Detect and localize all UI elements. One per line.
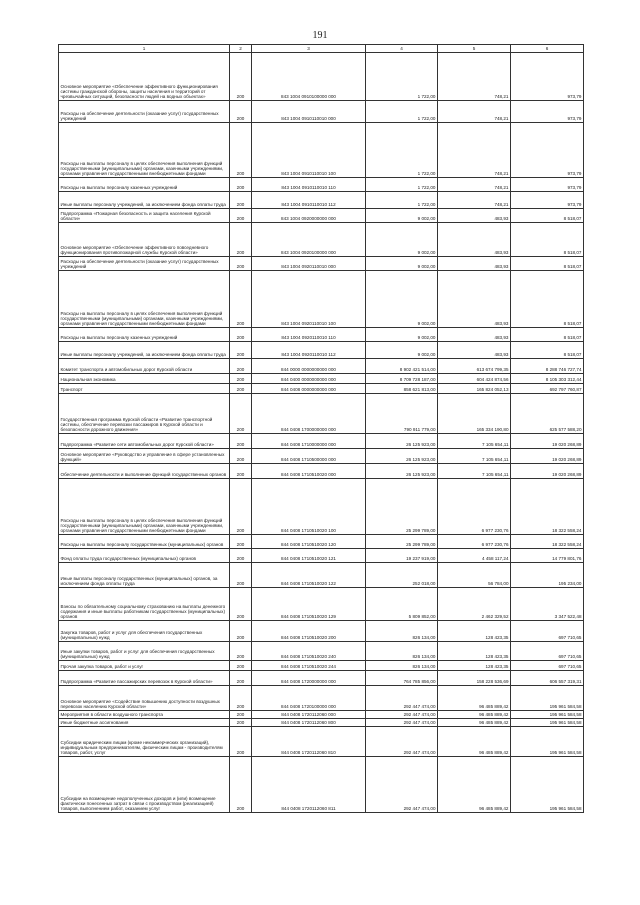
row-code-type: 200 [230, 719, 252, 727]
row-name: Расходы на выплаты персоналу государственных (муниципальных) органов [59, 535, 230, 549]
row-value-col5: 96 485 889,42 [438, 711, 511, 719]
row-value-col4: 9 002,00 [366, 328, 438, 342]
row-value-col5: 6 977 230,76 [438, 535, 511, 549]
row-value-col6: 606 557 319,31 [511, 671, 584, 686]
row-code-type: 200 [230, 178, 252, 192]
table-body [59, 53, 584, 813]
row-value-col6: 18 322 558,24 [511, 479, 584, 535]
table-row [59, 719, 584, 727]
table-row [59, 621, 584, 642]
row-value-col6: 8 518,07 [511, 342, 584, 359]
row-value-col4: 1 722,00 [366, 178, 438, 192]
row-value-col5: 56 784,00 [438, 563, 511, 588]
row-name: Расходы на выплаты персоналу в целях обеспечения выполнения функций государственными (муниципальными) органами, казенными учреждениями, органами управления государственными внебюджетными фондами [59, 271, 230, 328]
row-value-col6: 8 518,07 [511, 271, 584, 328]
row-value-col6: 697 710,65 [511, 661, 584, 671]
row-value-col6: 19 020 268,89 [511, 449, 584, 464]
table-row [59, 53, 584, 101]
row-code-type: 200 [230, 621, 252, 642]
row-code-type: 200 [230, 671, 252, 686]
row-value-col5: 7 105 654,11 [438, 464, 511, 479]
row-code-type: 200 [230, 563, 252, 588]
budget-table [58, 44, 584, 813]
row-budget-code: 843 1004 0910110010 100 [252, 123, 366, 178]
row-value-col6: 18 322 558,24 [511, 535, 584, 549]
row-value-col4: 5 809 852,00 [366, 588, 438, 621]
row-value-col6: 3 347 522,48 [511, 588, 584, 621]
row-value-col4: 292 447 474,00 [366, 757, 438, 813]
header-col-5: 5 [438, 45, 511, 53]
row-code-type: 200 [230, 449, 252, 464]
row-name: Расходы на обеспечение деятельности (оказание услуг) государственных учреждений [59, 257, 230, 271]
row-budget-code: 844 0000 0000000000 000 [252, 359, 366, 374]
row-value-col5: 4 458 117,24 [438, 549, 511, 563]
row-code-type: 200 [230, 192, 252, 209]
row-name: Расходы на выплаты персоналу казенных учреждений [59, 328, 230, 342]
row-name: Иные выплаты персоналу учреждений, за исключением фонда оплаты труда [59, 192, 230, 209]
row-value-col5: 6 977 230,76 [438, 479, 511, 535]
row-value-col5: 7 105 654,11 [438, 434, 511, 449]
row-value-col4: 764 785 856,00 [366, 671, 438, 686]
table-row [59, 588, 584, 621]
row-code-type: 200 [230, 374, 252, 384]
row-value-col4: 9 002,00 [366, 209, 438, 223]
row-value-col6: 8 518,07 [511, 257, 584, 271]
row-budget-code: 843 1004 0920000000 000 [252, 209, 366, 223]
row-name: Мероприятия в области воздушного транспорта [59, 711, 230, 719]
row-code-type: 200 [230, 394, 252, 434]
table-row [59, 394, 584, 434]
row-value-col6: 19 020 268,89 [511, 434, 584, 449]
row-code-type: 200 [230, 101, 252, 123]
row-value-col4: 292 447 474,00 [366, 686, 438, 711]
table-row [59, 209, 584, 223]
row-value-col6: 973,79 [511, 101, 584, 123]
row-code-type: 200 [230, 757, 252, 813]
row-code-type: 200 [230, 342, 252, 359]
row-budget-code: 844 0408 1710510020 100 [252, 479, 366, 535]
row-name: Основное мероприятие «Руководство и управление в сфере установленных функций» [59, 449, 230, 464]
row-budget-code: 844 0408 1710510020 244 [252, 661, 366, 671]
row-budget-code: 843 1004 0920100000 000 [252, 223, 366, 257]
table-row [59, 257, 584, 271]
row-value-col5: 96 485 889,42 [438, 757, 511, 813]
row-value-col6: 8 518,07 [511, 209, 584, 223]
row-code-type: 200 [230, 479, 252, 535]
row-value-col5: 748,21 [438, 101, 511, 123]
row-budget-code: 844 0408 1710510020 120 [252, 535, 366, 549]
row-code-type: 200 [230, 711, 252, 719]
row-name: Фонд оплаты труда государственных (муниципальных) органов [59, 549, 230, 563]
table-row [59, 711, 584, 719]
row-code-type: 200 [230, 588, 252, 621]
row-value-col4: 292 447 474,00 [366, 727, 438, 757]
row-value-col4: 292 447 474,00 [366, 711, 438, 719]
row-name: Подпрограмма «Развитие сети автомобильных дорог Курской области» [59, 434, 230, 449]
row-value-col5: 128 423,35 [438, 621, 511, 642]
row-budget-code: 844 0408 1720112060 000 [252, 711, 366, 719]
table-row [59, 374, 584, 384]
row-value-col5: 613 674 799,35 [438, 359, 511, 374]
header-col-1: 1 [59, 45, 230, 53]
row-value-col6: 697 710,65 [511, 642, 584, 661]
row-value-col5: 748,21 [438, 53, 511, 101]
row-name: Основное мероприятие «Содействие повышению доступности воздушных перевозок населению Курской области» [59, 686, 230, 711]
row-budget-code: 844 0408 1720112060 811 [252, 757, 366, 813]
row-value-col4: 1 722,00 [366, 123, 438, 178]
table-row [59, 661, 584, 671]
row-value-col6: 195 961 584,58 [511, 757, 584, 813]
row-value-col6: 195 961 584,58 [511, 727, 584, 757]
page-number: 191 [312, 30, 328, 41]
table-row [59, 434, 584, 449]
row-budget-code: 844 0408 1720112060 800 [252, 719, 366, 727]
row-code-type: 200 [230, 223, 252, 257]
row-value-col5: 483,93 [438, 209, 511, 223]
row-value-col4: 858 621 813,00 [366, 384, 438, 394]
row-code-type: 200 [230, 359, 252, 374]
table-row [59, 449, 584, 464]
table-row [59, 328, 584, 342]
row-value-col5: 158 228 536,69 [438, 671, 511, 686]
row-value-col5: 483,93 [438, 223, 511, 257]
table-row [59, 384, 584, 394]
row-value-col5: 483,93 [438, 328, 511, 342]
row-name: Иные выплаты персоналу государственных (муниципальных) органов, за исключением фонда оплаты труда [59, 563, 230, 588]
row-code-type: 200 [230, 535, 252, 549]
row-code-type: 200 [230, 727, 252, 757]
row-name: Иные бюджетные ассигнования [59, 719, 230, 727]
row-name: Комитет транспорта и автомобильных дорог Курской области [59, 359, 230, 374]
header-col-6: 6 [511, 45, 584, 53]
row-budget-code: 844 0408 1720000000 000 [252, 671, 366, 686]
row-value-col5: 483,93 [438, 342, 511, 359]
row-code-type: 200 [230, 549, 252, 563]
header-col-3: 3 [252, 45, 366, 53]
row-name: Расходы на выплаты персоналу в целях обеспечения выполнения функций государственными (муниципальными) органами, казенными учреждениями, органами управления государственными внебюджетными фондами [59, 123, 230, 178]
row-value-col4: 26 125 923,00 [366, 449, 438, 464]
table-row [59, 757, 584, 813]
row-value-col4: 790 911 779,00 [366, 394, 438, 434]
row-value-col5: 96 485 889,42 [438, 719, 511, 727]
row-value-col4: 8 709 728 187,00 [366, 374, 438, 384]
row-budget-code: 843 1004 0910100000 000 [252, 53, 366, 101]
row-name: Государственная программа Курской области «Развитие транспортной системы, обеспечение перевозки пассажиров в Курской области и безопасности дорожного движения» [59, 394, 230, 434]
table-row [59, 178, 584, 192]
row-name: Национальная экономика [59, 374, 230, 384]
row-budget-code: 843 1004 0910110010 000 [252, 101, 366, 123]
row-budget-code: 844 0408 1710510020 122 [252, 563, 366, 588]
row-value-col4: 826 134,00 [366, 642, 438, 661]
row-value-col4: 9 002,00 [366, 271, 438, 328]
row-code-type: 200 [230, 661, 252, 671]
row-code-type: 200 [230, 271, 252, 328]
row-value-col6: 973,79 [511, 178, 584, 192]
row-name: Транспорт [59, 384, 230, 394]
row-code-type: 200 [230, 642, 252, 661]
row-value-col4: 9 002,00 [366, 257, 438, 271]
row-budget-code: 844 0408 1720112060 810 [252, 727, 366, 757]
row-name: Закупка товаров, работ и услуг для обеспечения государственных (муниципальных) нужд [59, 621, 230, 642]
row-name: Иные выплаты персоналу учреждений, за исключением фонда оплаты труда [59, 342, 230, 359]
row-code-type: 200 [230, 257, 252, 271]
row-value-col6: 8 518,07 [511, 328, 584, 342]
row-code-type: 200 [230, 123, 252, 178]
header-col-4: 4 [366, 45, 438, 53]
row-code-type: 200 [230, 53, 252, 101]
row-budget-code: 844 0408 1710000000 000 [252, 434, 366, 449]
row-value-col4: 1 722,00 [366, 53, 438, 101]
row-name: Подпрограмма «Развитие пассажирских перевозок в Курской области» [59, 671, 230, 686]
row-code-type: 200 [230, 434, 252, 449]
row-value-col5: 128 423,35 [438, 642, 511, 661]
row-value-col5: 748,21 [438, 178, 511, 192]
table-row [59, 686, 584, 711]
row-value-col4: 826 134,00 [366, 661, 438, 671]
row-value-col4: 9 002,00 [366, 223, 438, 257]
row-budget-code: 844 0408 0000000000 000 [252, 384, 366, 394]
table-row [59, 464, 584, 479]
row-budget-code: 844 0408 1710500000 000 [252, 449, 366, 464]
row-budget-code: 843 1004 0920110010 110 [252, 328, 366, 342]
row-budget-code: 844 0408 1700000000 000 [252, 394, 366, 434]
row-budget-code: 844 0408 1710510020 000 [252, 464, 366, 479]
row-value-col6: 195 961 584,58 [511, 686, 584, 711]
row-value-col4: 1 722,00 [366, 192, 438, 209]
row-budget-code: 844 0408 1710510020 240 [252, 642, 366, 661]
table-row [59, 123, 584, 178]
row-value-col5: 165 824 052,13 [438, 384, 511, 394]
row-name: Взносы по обязательному социальному страхованию на выплаты денежного содержания и иные выплаты работникам государственных (муниципальных) органов [59, 588, 230, 621]
row-value-col4: 9 002,00 [366, 342, 438, 359]
row-value-col5: 483,93 [438, 257, 511, 271]
row-budget-code: 844 0408 1720100000 000 [252, 686, 366, 711]
table-row [59, 535, 584, 549]
row-value-col6: 195 961 584,58 [511, 719, 584, 727]
row-name: Расходы на выплаты персоналу казенных учреждений [59, 178, 230, 192]
row-value-col5: 748,21 [438, 192, 511, 209]
row-value-col6: 697 710,65 [511, 621, 584, 642]
row-value-col6: 692 797 760,87 [511, 384, 584, 394]
row-value-col4: 19 237 919,00 [366, 549, 438, 563]
row-name: Расходы на обеспечение деятельности (оказание услуг) государственных учреждений [59, 101, 230, 123]
row-value-col5: 96 485 889,42 [438, 686, 511, 711]
row-value-col6: 14 779 801,76 [511, 549, 584, 563]
row-budget-code: 843 1004 0920110010 100 [252, 271, 366, 328]
table-row [59, 549, 584, 563]
row-budget-code: 843 1004 0910110010 112 [252, 192, 366, 209]
row-budget-code: 843 1004 0920110010 112 [252, 342, 366, 359]
table-row [59, 192, 584, 209]
row-name: Основное мероприятие «Обеспечение эффективного повседневного функционирования противопожарной службы Курской области» [59, 223, 230, 257]
header-col-2: 2 [230, 45, 252, 53]
row-value-col6: 195 234,00 [511, 563, 584, 588]
row-value-col6: 973,79 [511, 123, 584, 178]
row-value-col4: 8 902 421 514,00 [366, 359, 438, 374]
row-value-col5: 2 462 329,52 [438, 588, 511, 621]
row-budget-code: 843 1004 0920110010 000 [252, 257, 366, 271]
row-budget-code: 843 1004 0910110010 110 [252, 178, 366, 192]
table-row [59, 359, 584, 374]
header-row [59, 45, 584, 53]
row-name: Основное мероприятие «Обеспечение эффективного функционирования системы гражданской обороны, защиты населения и территорий от чрезвычайных ситуаций, безопасности людей на водных объектах» [59, 53, 230, 101]
row-value-col5: 96 485 889,42 [438, 727, 511, 757]
row-value-col4: 26 125 923,00 [366, 434, 438, 449]
row-value-col5: 483,93 [438, 271, 511, 328]
table-row [59, 342, 584, 359]
row-code-type: 200 [230, 328, 252, 342]
row-value-col6: 973,79 [511, 53, 584, 101]
row-value-col5: 7 105 654,11 [438, 449, 511, 464]
row-budget-code: 844 0400 0000000000 000 [252, 374, 366, 384]
table-row [59, 642, 584, 661]
row-value-col4: 292 447 474,00 [366, 719, 438, 727]
row-value-col4: 26 125 923,00 [366, 464, 438, 479]
row-name: Субсидии на возмещение недополученных доходов и (или) возмещение фактически понесенных затрат в связи с производством (реализацией) товаров, выполнением работ, оказанием услуг [59, 757, 230, 813]
row-value-col5: 604 424 874,56 [438, 374, 511, 384]
row-name: Обеспечение деятельности и выполнение функций государственных органов [59, 464, 230, 479]
row-code-type: 200 [230, 464, 252, 479]
row-code-type: 200 [230, 209, 252, 223]
table-row [59, 671, 584, 686]
row-budget-code: 844 0408 1710510020 121 [252, 549, 366, 563]
row-code-type: 200 [230, 384, 252, 394]
row-budget-code: 844 0408 1710510020 129 [252, 588, 366, 621]
row-value-col4: 826 134,00 [366, 621, 438, 642]
table-row [59, 271, 584, 328]
row-value-col5: 165 334 190,80 [438, 394, 511, 434]
row-value-col4: 252 018,00 [366, 563, 438, 588]
row-value-col5: 748,21 [438, 123, 511, 178]
row-value-col6: 8 105 303 312,44 [511, 374, 584, 384]
row-value-col4: 25 299 789,00 [366, 479, 438, 535]
table-row [59, 563, 584, 588]
row-value-col6: 8 288 746 727,74 [511, 359, 584, 374]
row-budget-code: 844 0408 1710510020 200 [252, 621, 366, 642]
row-value-col5: 128 423,35 [438, 661, 511, 671]
row-value-col4: 1 722,00 [366, 101, 438, 123]
table-row [59, 101, 584, 123]
row-name: Расходы на выплаты персоналу в целях обеспечения выполнения функций государственными (муниципальными) органами, казенными учреждениями, органами управления государственными внебюджетными фондами [59, 479, 230, 535]
row-name: Иные закупки товаров, работ и услуг для обеспечения государственных (муниципальных) нужд [59, 642, 230, 661]
table-row [59, 223, 584, 257]
table-row [59, 479, 584, 535]
row-value-col4: 25 299 789,00 [366, 535, 438, 549]
row-value-col6: 8 518,07 [511, 223, 584, 257]
row-value-col6: 195 961 584,58 [511, 711, 584, 719]
row-code-type: 200 [230, 686, 252, 711]
row-name: Подпрограмма «Пожарная безопасность и защита населения Курской области» [59, 209, 230, 223]
row-name: Субсидии юридическим лицам (кроме некоммерческих организаций), индивидуальным предпринимателям, физическим лицам - производителям товаров, работ, услуг [59, 727, 230, 757]
row-name: Прочая закупка товаров, работ и услуг [59, 661, 230, 671]
row-value-col6: 625 577 588,20 [511, 394, 584, 434]
row-value-col6: 19 020 268,89 [511, 464, 584, 479]
table-row [59, 727, 584, 757]
row-value-col6: 973,79 [511, 192, 584, 209]
